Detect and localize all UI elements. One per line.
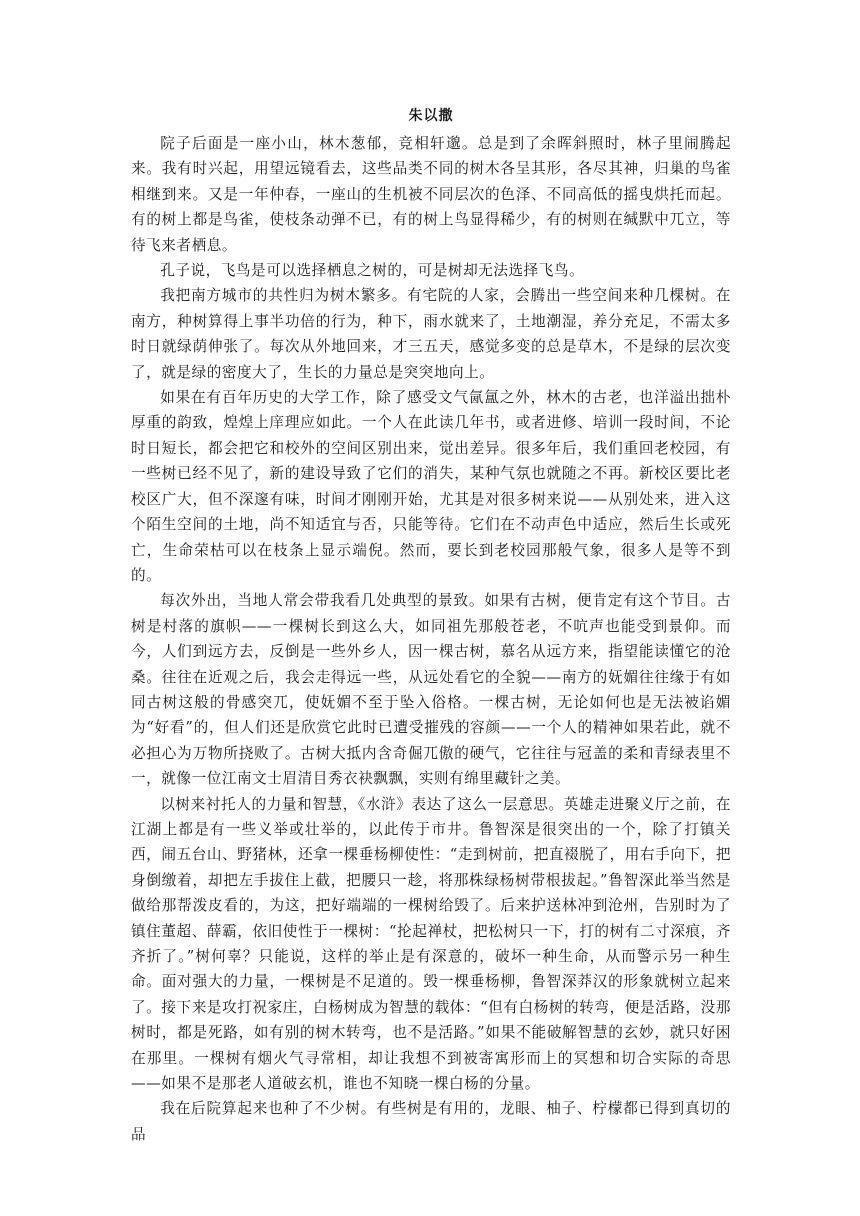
paragraph-3: 我把南方城市的共性归为树木繁多。有宅院的人家，会腾出一些空间来种几棵树。在南方，种树算得上事半功倍的行为，种下，雨水就来了，土地潮湿，养分充足，不需太多时日就绿荫伸张了。每次从外地回来，才三五天，感觉多变的总是草木，不是绿的层次变了，就是绿的密度大了，生长的力量总是突突地向上。: [131, 287, 731, 381]
paragraph-6: 以树来衬托人的力量和智慧，《水浒》表达了这么一层意思。英雄走进聚义厅之前，在江湖上都是有一些义举或壮举的，以此传于市井。鲁智深是很突出的一个，除了打镇关西，闹五台山、野猪林，还拿一棵垂杨柳使性：“走到树前，把直裰脱了，用右手向下，把身倒缴着，却把左手拔住上截，把腰只一趁，将那株绿杨树带根拔起。”鲁智深此举当然是做给那帮泼皮看的，为这，把好端端的一棵树给毁了。后来护送林冲到沧州，告别时为了镇住董超、薛霸，依旧使性于一棵树：“抡起禅杖，把松树只一下，打的树有二寸深痕，齐齐折了。”树何辜？只能说，这样的举止是有深意的，破坏一种生命，从而警示另一种生命。面对强大的力量，一棵树是不足道的。毁一棵垂杨柳，鲁智深莽汉的形象就树立起来了。接下来是攻打祝家庄，白杨树成为智慧的载体：“但有白杨树的转弯，便是活路，没那树时，都是死路，如有别的树木转弯，也不是活路。”如果不能破解智慧的玄妙，就只好困在那里。一棵树有烟火气寻常相，却让我想不到被寄寓形而上的冥想和切合实际的奇思——如果不是那老人道破玄机，谁也不知晓一棵白杨的分量。: [131, 795, 731, 1093]
paragraph-1: 院子后面是一座小山，林木葱郁，竞相轩邈。总是到了余晖斜照时，林子里闹腾起来。我有时兴起，用望远镜看去，这些品类不同的树木各呈其形，各尽其神，归巢的鸟雀相继到来。又是一年仲春，一座山的生机被不同层次的色泽、不同高低的摇曳烘托而起。有的树上都是鸟雀，使枝条动弹不已，有的树上鸟显得稀少，有的树则在缄默中兀立，等待飞来者栖息。: [131, 135, 731, 254]
paragraph-7: 我在后院算起来也种了不少树。有些树是有用的，龙眼、柚子、柠檬都已得到真切的品: [131, 1100, 731, 1143]
paragraph-4: 如果在有百年历史的大学工作，除了感受文气氤氲之外，林木的古老，也洋溢出拙朴厚重的韵致，煌煌上庠理应如此。一个人在此读几年书，或者进修、培训一段时间，不论时日短长，都会把它和校外的空间区别出来，觉出差异。很多年后，我们重回老校园，有一些树已经不见了，新的建设导致了它们的消失，某种气氛也就随之不再。新校区要比老校区广大，但不深邃有味，时间才刚刚开始，尤其是对很多树来说——从别处来，进入这个陌生空间的土地，尚不知适宜与否，只能等待。它们在不动声色中适应，然后生长或死亡，生命荣枯可以在枝条上显示端倪。然而，要长到老校园那般气象，很多人是等不到的。: [131, 389, 731, 584]
author-name: 朱以撒: [408, 108, 454, 124]
paragraph-2: 孔子说，飞鸟是可以选择栖息之树的，可是树却无法选择飞鸟。: [160, 262, 585, 280]
document-page: [131, 104, 731, 1147]
paragraph-5: 每次外出，当地人常会带我看几处典型的景致。如果有古树，便肯定有这个节目。古树是村落的旗帜——一棵树长到这么大，如同祖先那般苍老，不吭声也能受到景仰。而今，人们到远方去，反倒是一些外乡人，因一棵古树，慕名从远方来，指望能读懂它的沧桑。往往在近观之后，我会走得远一些，从远处看它的全貌——南方的妩媚往往缘于有如同古树这般的骨感突兀，使妩媚不至于坠入俗格。一棵古树，无论如何也是无法被谄媚为“好看”的，但人们还是欣赏它此时已遭受摧残的容颜——一个人的精神如果若此，就不必担心为万物所挠败了。古树大抵内含奇倔兀傲的硬气，它往往与冠盖的柔和青绿表里不一，就像一位江南文士眉清目秀衣袂飘飘，实则有绵里藏针之美。: [131, 592, 731, 788]
